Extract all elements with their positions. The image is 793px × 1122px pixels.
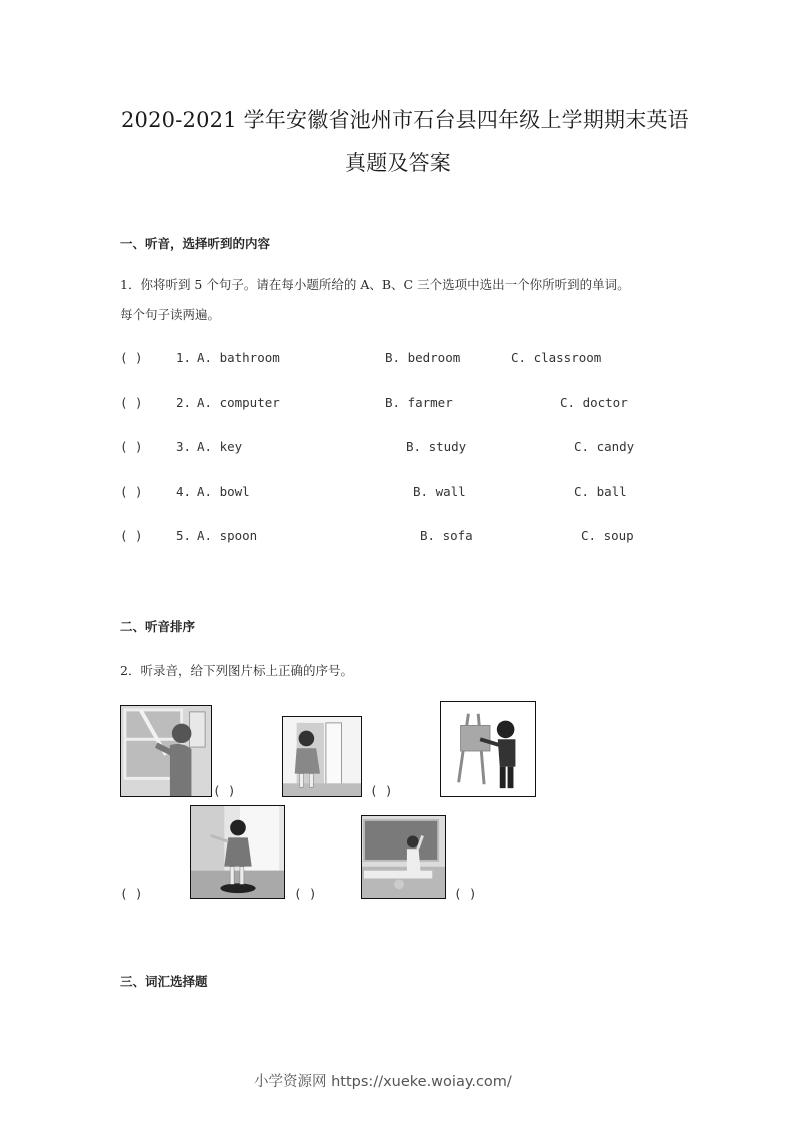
question-number: 4.	[176, 484, 192, 499]
section3-heading: 三、词汇选择题	[120, 974, 208, 989]
option-b: B. bedroom	[385, 350, 461, 365]
picture-boy-cleaning-window	[120, 705, 212, 797]
answer-blank[interactable]: ( )	[120, 395, 143, 410]
question-number: 3.	[176, 439, 192, 454]
answer-blank[interactable]: ( )	[120, 439, 143, 454]
option-c: C. ball	[574, 484, 627, 499]
answer-blank[interactable]: ( )	[120, 528, 143, 543]
answer-blank[interactable]: ( )	[120, 350, 143, 365]
option-a: A. bathroom	[197, 350, 280, 365]
option-c: C. doctor	[560, 395, 628, 410]
picture-teacher-at-blackboard	[361, 815, 446, 899]
section2-instruction: 2．听录音，给下列图片标上正确的序号。	[120, 663, 353, 678]
section2-heading: 二、听音排序	[120, 619, 196, 634]
section1-instruction-line2: 每个句子读两遍。	[120, 307, 221, 322]
picture-2-answer-blank[interactable]: ( )	[370, 783, 393, 798]
question-number: 5.	[176, 528, 192, 543]
option-a: A. computer	[197, 395, 280, 410]
picture-girl-turning-on-light	[190, 805, 285, 899]
option-c: C. soup	[581, 528, 634, 543]
document-title-line2: 真题及答案	[345, 151, 451, 175]
option-a: A. bowl	[197, 484, 250, 499]
picture-5-answer-blank[interactable]: ( )	[454, 886, 477, 901]
answer-blank[interactable]: ( )	[120, 484, 143, 499]
picture-4-answer-blank[interactable]: ( )	[294, 886, 317, 901]
picture-girl-opening-door	[282, 716, 362, 797]
footer-watermark: 小学资源网 https://xueke.woiay.com/	[254, 1074, 512, 1090]
question-number: 1.	[176, 350, 192, 365]
document-title-line1: 2020-2021 学年安徽省池州市石台县四年级上学期期末英语	[121, 108, 689, 132]
option-a: A. spoon	[197, 528, 258, 543]
section1-heading: 一、听音，选择听到的内容	[120, 236, 271, 251]
option-b: B. study	[406, 439, 467, 454]
section1-instruction-line1: 1．你将听到 5 个句子。请在每小题所给的 A、B、C 三个选项中选出一个你所听到的单词。	[120, 277, 630, 292]
option-c: C. classroom	[511, 350, 602, 365]
option-b: B. farmer	[385, 395, 453, 410]
option-c: C. candy	[574, 439, 635, 454]
option-b: B. wall	[413, 484, 466, 499]
question-number: 2.	[176, 395, 192, 410]
option-a: A. key	[197, 439, 243, 454]
option-b: B. sofa	[420, 528, 473, 543]
picture-3-answer-blank[interactable]: ( )	[120, 886, 143, 901]
picture-boy-painting	[440, 701, 536, 797]
picture-1-answer-blank[interactable]: ( )	[213, 783, 236, 798]
